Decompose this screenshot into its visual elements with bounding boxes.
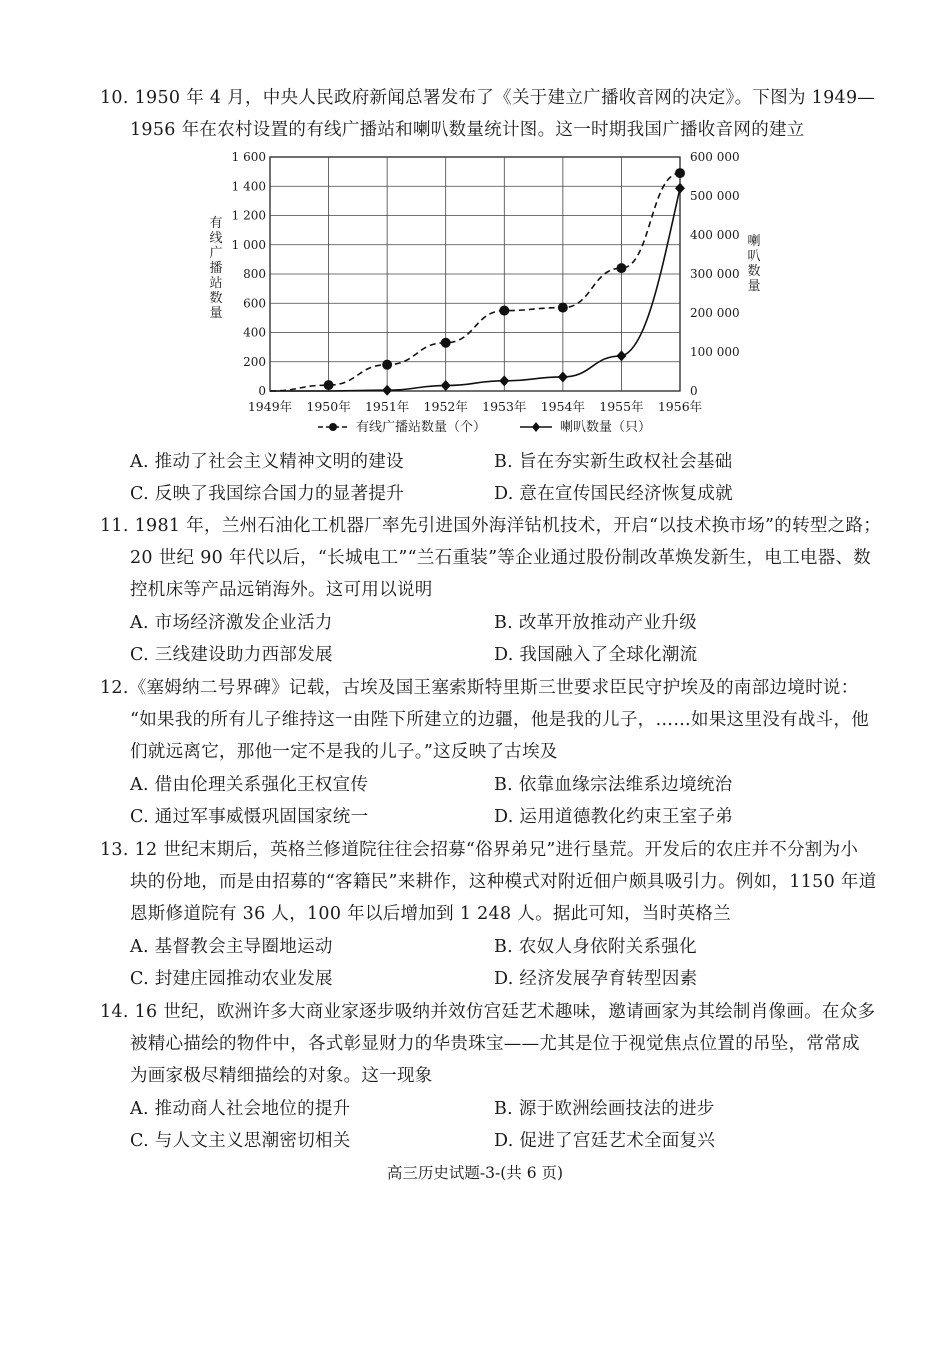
option-12-a[interactable]: A. 借由伦理关系强化王权宣传 [130, 775, 369, 795]
question-11-line: 20 世纪 90 年代以后，“长城电工”“兰石重装”等企业通过股份制改革焕发新生，电工电器、数 [130, 548, 872, 568]
option-11-d[interactable]: D. 我国融入了全球化潮流 [494, 645, 698, 665]
question-12-line: “如果我的所有儿子维持这一由陛下所建立的边疆，他是我的儿子，……如果这里没有战斗，他 [130, 710, 870, 730]
option-14-a[interactable]: A. 推动商人社会地位的提升 [130, 1099, 351, 1119]
left-axis-label-char: 数 [209, 291, 223, 306]
question-11-line: 11. 1981 年，兰州石油化工机器厂率先引进国外海洋钻机技术，开启“以技术换市场”的转型之路； [100, 516, 882, 536]
speakers-line [270, 188, 680, 391]
speakers-point [382, 385, 392, 396]
stations-point [616, 263, 626, 273]
legend-speakers-marker [532, 422, 540, 432]
option-14-d[interactable]: D. 促进了宫廷艺术全面复兴 [494, 1131, 716, 1151]
question-12-line: 们就远离它，那他一定不是我的儿子。”这反映了古埃及 [130, 742, 558, 762]
option-11-b[interactable]: B. 改革开放推动产业升级 [494, 613, 697, 633]
option-12-d[interactable]: D. 运用道德教化约束王室子弟 [494, 807, 734, 827]
x-tick-label: 1951年 [364, 399, 410, 414]
speakers-point [499, 375, 509, 386]
right-tick-label: 400 000 [690, 228, 740, 242]
left-tick-label: 400 [243, 325, 266, 340]
option-13-d[interactable]: D. 经济发展孕育转型因素 [494, 969, 698, 989]
option-10-c[interactable]: C. 反映了我国综合国力的显著提升 [130, 484, 404, 504]
left-tick-label: 600 [243, 296, 266, 311]
question-13-line: 块的份地，而是由招募的“客籍民”来耕作，这种模式对附近佃户颇具吸引力。例如，1150 年道 [130, 872, 877, 892]
stations-point [499, 306, 509, 316]
broadcast-chart [0, 145, 950, 445]
stations-point [558, 303, 568, 313]
speakers-point [616, 350, 626, 361]
speakers-point [558, 371, 568, 382]
question-14-stem [100, 996, 876, 1092]
right-tick-label: 100 000 [690, 345, 740, 359]
question-13-line: 恩斯修道院有 36 人，100 年以后增加到 1 248 人。据此可知，当时英格兰 [130, 904, 731, 924]
right-tick-label: 300 000 [690, 267, 740, 281]
left-axis-label-char: 线 [209, 231, 223, 246]
question-12-stem [100, 672, 870, 768]
stations-point [382, 360, 392, 370]
left-axis-ticks [232, 150, 266, 398]
x-tick-label: 1956年 [657, 399, 703, 414]
question-14-line: 被精心描绘的物件中，各式彰显财力的华贵珠宝——尤其是位于视觉焦点位置的吊坠，常常成 [130, 1034, 860, 1054]
stations-line [270, 173, 680, 391]
left-axis-label-char: 量 [209, 306, 223, 321]
right-axis-label-char: 叭 [747, 249, 761, 264]
question-13-stem [100, 834, 877, 930]
option-14-c[interactable]: C. 与人文主义思潮密切相关 [130, 1131, 351, 1151]
left-axis-label-char: 播 [209, 261, 223, 276]
stations-point [441, 338, 451, 348]
option-13-b[interactable]: B. 农奴人身依附关系强化 [494, 937, 697, 957]
x-tick-label: 1952年 [423, 399, 468, 414]
question-10-line: 10. 1950 年 4 月，中央人民政府新闻总署发布了《关于建立广播收音网的决定》。下图为 1949— [100, 88, 876, 108]
left-axis-label-char: 站 [209, 276, 223, 291]
option-12-c[interactable]: C. 通过军事威慑巩固国家统一 [130, 807, 369, 827]
legend-speakers-label: 喇叭数量（只） [560, 420, 652, 435]
question-11-line: 控机床等产品远销海外。这可用以说明 [130, 580, 433, 600]
x-tick-label: 1949年 [247, 399, 293, 414]
option-14-b[interactable]: B. 源于欧洲绘画技法的进步 [494, 1099, 715, 1119]
question-10-stem [100, 82, 876, 146]
x-tick-label: 1954年 [540, 399, 586, 414]
option-11-a[interactable]: A. 市场经济激发企业活力 [130, 613, 333, 633]
x-tick-label: 1950年 [306, 399, 351, 414]
stations-point [675, 168, 685, 178]
option-10-b[interactable]: B. 旨在夯实新生政权社会基础 [494, 452, 733, 472]
right-tick-label: 600 000 [690, 150, 740, 164]
question-14-line: 为画家极尽精细描绘的对象。这一现象 [130, 1066, 433, 1086]
question-10-line: 1956 年在农村设置的有线广播站和喇叭数量统计图。这一时期我国广播收音网的建立 [130, 120, 805, 140]
right-axis-label [747, 234, 760, 294]
left-tick-label: 200 [243, 354, 266, 369]
chart-legend [318, 419, 651, 435]
right-axis-ticks [690, 150, 740, 398]
left-axis-label [209, 216, 222, 321]
series-speakers [270, 183, 685, 396]
left-tick-label: 1 600 [231, 150, 266, 164]
left-tick-label: 1 200 [231, 208, 266, 223]
right-axis-label-char: 数 [747, 264, 761, 279]
page-footer: 高三历史试题-3-(共 6 页) [386, 1164, 564, 1182]
option-11-c[interactable]: C. 三线建设助力西部发展 [130, 645, 333, 665]
option-10-d[interactable]: D. 意在宣传国民经济恢复成就 [494, 484, 734, 504]
question-13-line: 13. 12 世纪末期后，英格兰修道院往往会招募“俗界弟兄”进行垦荒。开发后的农庄并不分割为小 [100, 840, 859, 860]
speakers-point [441, 380, 451, 391]
question-11-stem [100, 510, 882, 606]
option-13-c[interactable]: C. 封建庄园推动农业发展 [130, 969, 333, 989]
speakers-point [675, 183, 685, 194]
left-tick-label: 800 [243, 267, 266, 281]
question-12-line: 12.《塞姆纳二号界碑》记载，古埃及国王塞索斯特里斯三世要求臣民守护埃及的南部边境时说： [100, 678, 859, 698]
right-axis-label-char: 量 [747, 279, 761, 294]
x-tick-label: 1953年 [482, 399, 527, 414]
right-axis-label-char: 喇 [747, 234, 761, 249]
question-14-line: 14. 16 世纪，欧洲许多大商业家逐步吸纳并效仿宫廷艺术趣味，邀请画家为其绘制肖像画。在众多 [100, 1002, 876, 1022]
x-tick-label: 1955年 [599, 399, 644, 414]
right-tick-label: 500 000 [690, 189, 740, 203]
left-tick-label: 0 [258, 384, 266, 398]
stations-point [324, 380, 334, 390]
option-13-a[interactable]: A. 基督教会主导圈地运动 [130, 937, 333, 957]
option-12-b[interactable]: B. 依靠血缘宗法维系边境统治 [494, 775, 733, 795]
left-axis-label-char: 有 [209, 216, 223, 231]
legend-stations-label: 有线广播站数量（个） [356, 420, 487, 435]
right-tick-label: 0 [690, 384, 698, 398]
option-10-a[interactable]: A. 推动了社会主义精神文明的建设 [130, 452, 404, 472]
x-axis-ticks [248, 399, 702, 414]
left-tick-label: 1 400 [231, 179, 266, 194]
right-tick-label: 200 000 [690, 306, 740, 320]
left-tick-label: 1 000 [231, 237, 266, 252]
left-axis-label-char: 广 [209, 246, 223, 261]
legend-stations-marker [329, 423, 337, 431]
